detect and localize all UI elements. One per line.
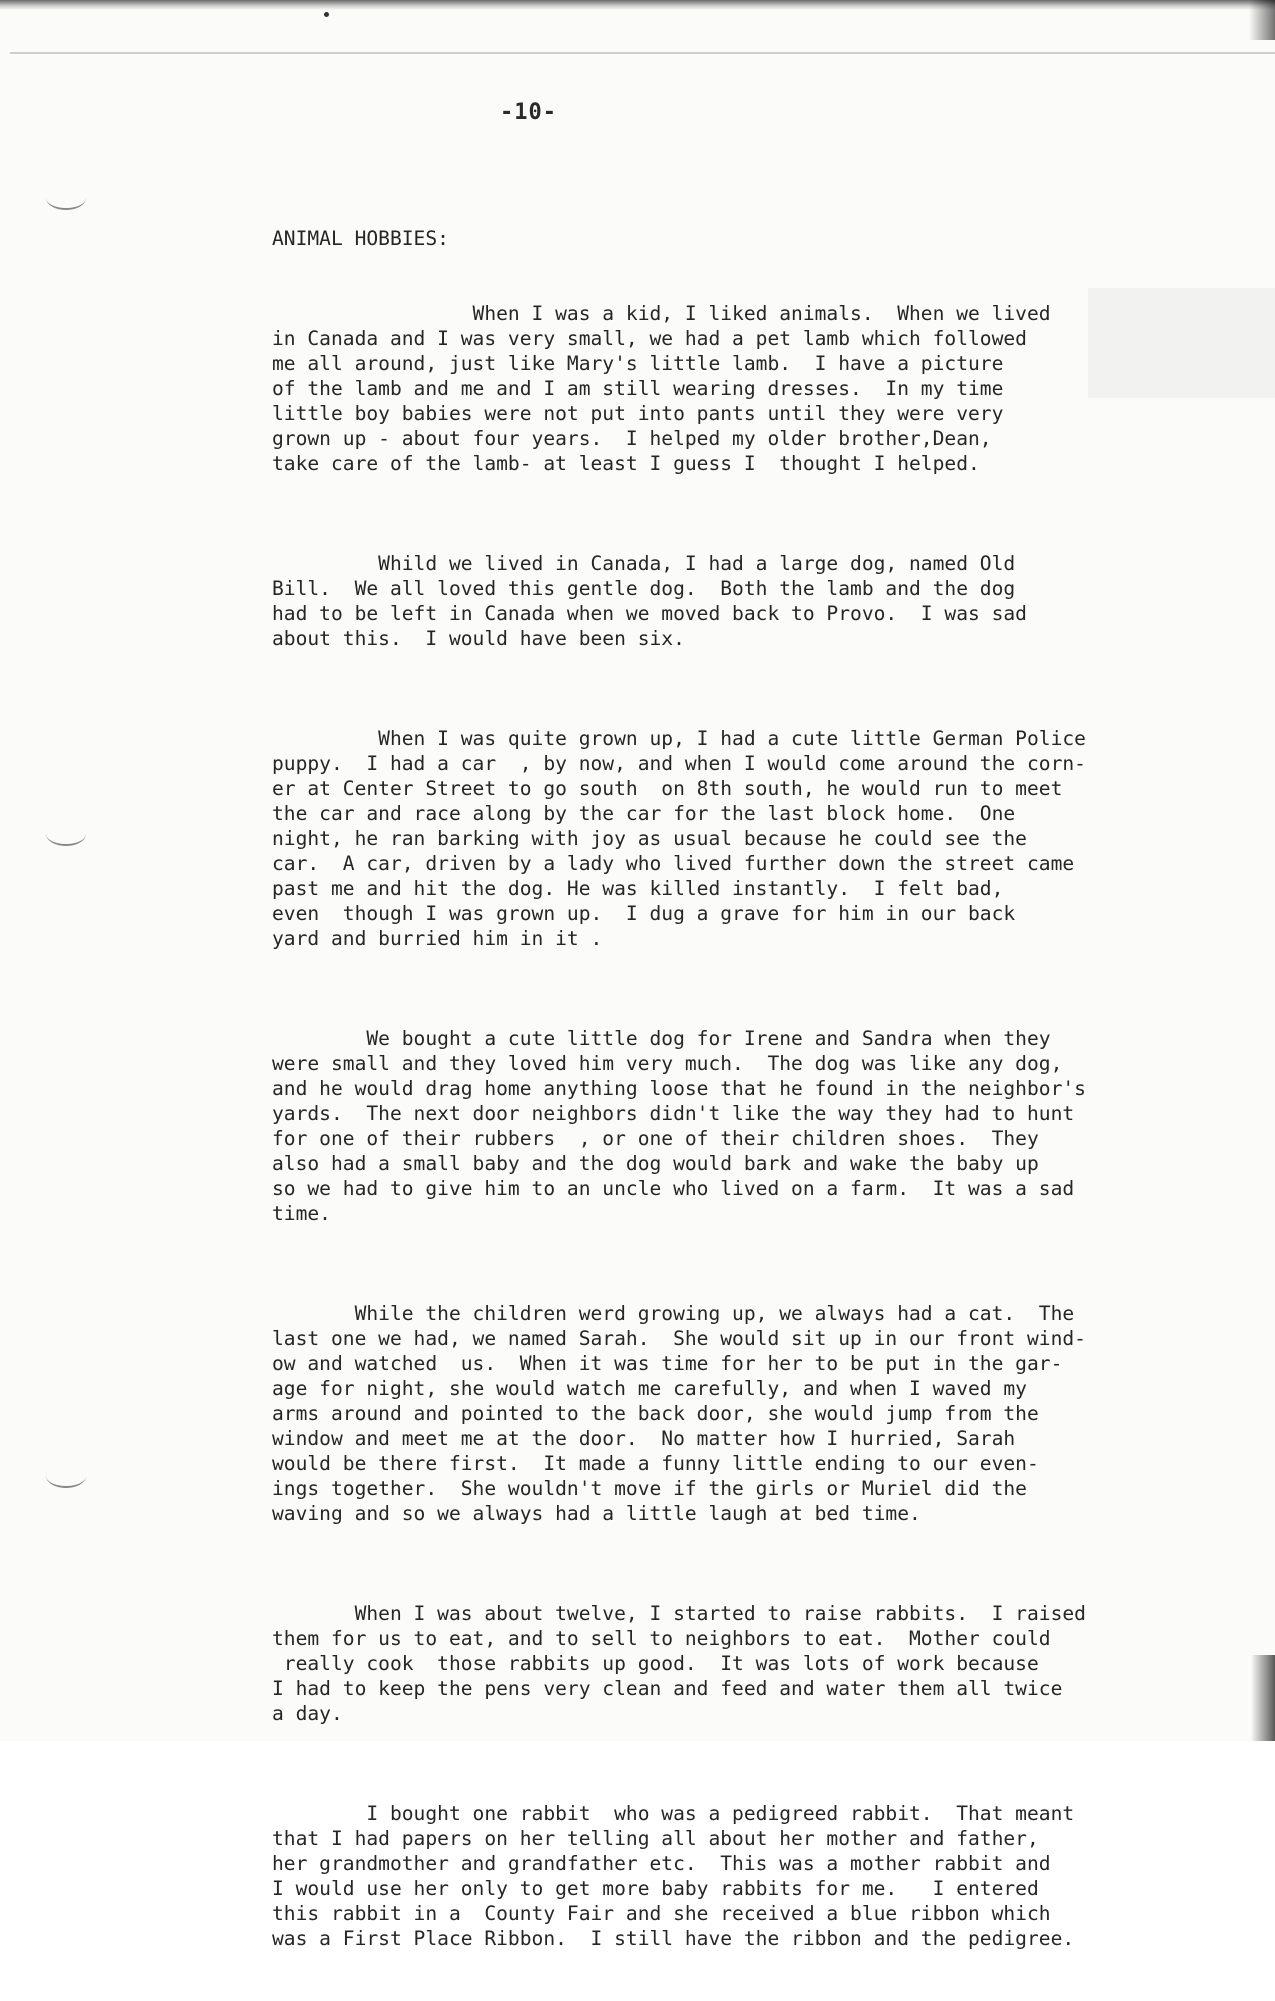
paragraph: While the children werd growing up, we always had a cat. The last one we had, we named Sarah. She would sit up in our front wind- ow and watched us. When it was time for her to be put in the gar- age for night, she would watch me carefully, and when I waved my arms around and pointed to the back door, she would jump from the window and meet me at the door. No matter how I hurried, Sarah would be there first. It made a funny little ending to our even- ings together. She wouldn't move if the girls or Muriel did the waving and so we always had a little laugh at bed time. — [272, 1302, 1086, 1525]
scan-top-edge — [0, 0, 1275, 10]
document-body — [272, 176, 1272, 2001]
page-number: -10- — [500, 100, 557, 125]
paragraph: We bought a cute little dog for Irene and Sandra when they were small and they loved him very much. The dog was like any dog, and he would drag home anything loose that he found in the neighbor's yards. The next door neighbors didn't like the way they had to hunt for one of their rubbers , or one of their children shoes. They also had a small baby and the dog would bark and wake the baby up so we had to give him to an uncle who lived on a farm. It was a sad time. — [272, 1027, 1086, 1225]
scan-shadow-top-right — [1249, 0, 1275, 40]
hole-punch-mark — [46, 186, 86, 210]
section-heading: ANIMAL HOBBIES: — [272, 227, 449, 250]
paragraph: Whild we lived in Canada, I had a large dog, named Old Bill. We all loved this gentle dog. Both the lamb and the dog had to be left in Canada when we moved back to Provo. I was sad about this. I would have been six. — [272, 552, 1027, 650]
hole-punch-mark — [46, 1464, 86, 1488]
scan-line — [10, 52, 1275, 54]
paragraph: I bought one rabbit who was a pedigreed rabbit. That meant that I had papers on her telling all about her mother and father, her grandmother and grandfather etc. This was a mother rabbit and I would use her only to get more baby rabbits for me. I entered this rabbit in a County Fair and she received a blue ribbon which was a First Place Ribbon. I still have the ribbon and the pedigree. — [272, 1802, 1075, 1950]
paragraph: When I was a kid, I liked animals. When we lived in Canada and I was very small, we had a pet lamb which followed me all around, just like Mary's little lamb. I have a picture of the lamb and me and I am still wearing dresses. In my time little boy babies were not put into pants until they were very grown up - about four years. I helped my older brother,Dean, take care of the lamb- at least I guess I thought I helped. — [272, 302, 1051, 475]
paragraph: When I was quite grown up, I had a cute little German Police puppy. I had a car , by now, and when I would come around the corn- er at Center Street to go south on 8th south, he would run to meet the car and race along by the car for the last block home. One night, he ran barking with joy as usual because he could see the car. A car, driven by a lady who lived further down the street came past me and hit the dog. He was killed instantly. I felt bad, even though I was grown up. I dug a grave for him in our back yard and burried him in it . — [272, 727, 1086, 950]
paragraph: When I was about twelve, I started to raise rabbits. I raised them for us to eat, and to sell to neighbors to eat. Mother could really cook those rabbits up good. It was lots of work because I had to keep the pens very clean and feed and water them all twice a day. — [272, 1602, 1086, 1725]
speck — [324, 12, 329, 17]
hole-punch-mark — [46, 822, 86, 846]
